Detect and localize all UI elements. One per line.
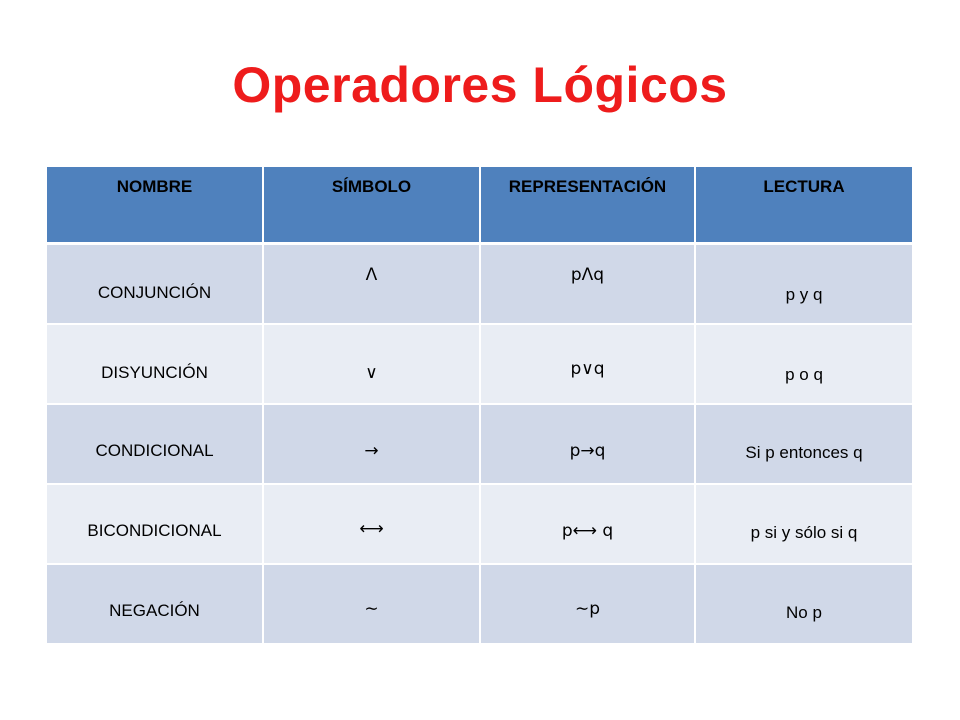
operator-symbol: ∨	[365, 362, 378, 383]
cell-nombre	[47, 243, 263, 324]
cell-lectura	[695, 484, 912, 564]
operator-representation: p⟷ q	[561, 520, 614, 541]
cell-representacion	[480, 243, 695, 324]
table-header-row	[47, 167, 912, 243]
operator-name: NEGACIÓN	[109, 600, 200, 620]
operator-reading: p y q	[785, 284, 823, 304]
cell-lectura	[695, 404, 912, 484]
cell-simbolo	[263, 484, 480, 564]
operator-reading: p o q	[785, 364, 823, 384]
cell-nombre	[47, 484, 263, 564]
cell-simbolo	[263, 564, 480, 644]
cell-representacion	[480, 404, 695, 484]
table-row	[47, 243, 912, 324]
table-row	[47, 324, 912, 404]
operator-representation: p∨q	[570, 358, 605, 379]
operator-reading: Si p entonces q	[745, 442, 863, 462]
header-simbolo: SÍMBOLO	[263, 167, 480, 243]
operator-symbol: →	[364, 440, 379, 461]
table-row	[47, 564, 912, 644]
operator-symbol: ∼	[364, 598, 379, 619]
logical-operators-table	[47, 167, 912, 645]
cell-simbolo	[263, 324, 480, 404]
operator-name: DISYUNCIÓN	[101, 362, 208, 382]
cell-nombre	[47, 564, 263, 644]
header-lectura: LECTURA	[695, 167, 912, 243]
cell-representacion	[480, 484, 695, 564]
operator-name: CONDICIONAL	[95, 440, 214, 460]
table-row	[47, 404, 912, 484]
cell-lectura	[695, 324, 912, 404]
operator-representation: pΛq	[570, 264, 605, 285]
operator-reading: No p	[786, 602, 822, 622]
operator-representation: ∼p	[574, 598, 601, 619]
cell-representacion	[480, 324, 695, 404]
cell-nombre	[47, 404, 263, 484]
cell-nombre	[47, 324, 263, 404]
cell-simbolo	[263, 243, 480, 324]
operator-reading: p si y sólo si q	[750, 522, 858, 542]
table-row	[47, 484, 912, 564]
header-representacion: REPRESENTACIÓN	[480, 167, 695, 243]
cell-simbolo	[263, 404, 480, 484]
slide-title: Operadores Lógicos	[232, 57, 728, 113]
cell-lectura	[695, 243, 912, 324]
operator-symbol: ⟷	[359, 518, 384, 539]
operator-symbol: Λ	[365, 264, 378, 285]
operator-name: CONJUNCIÓN	[97, 282, 212, 302]
cell-representacion	[480, 564, 695, 644]
header-nombre: NOMBRE	[47, 167, 263, 243]
operator-representation: p→q	[569, 440, 606, 461]
cell-lectura	[695, 564, 912, 644]
operator-name: BICONDICIONAL	[87, 520, 222, 540]
